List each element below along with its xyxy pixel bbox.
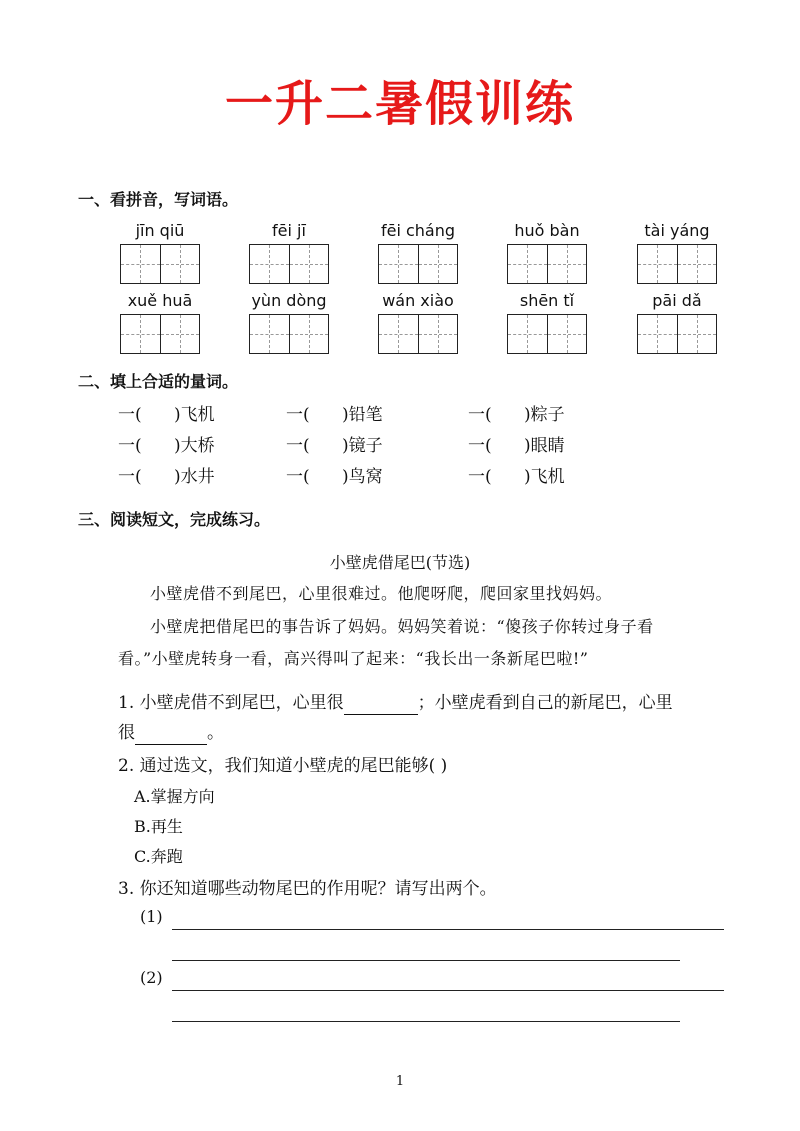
- answer-line[interactable]: [172, 1021, 680, 1022]
- pinyin-text: shēn tǐ: [519, 291, 575, 310]
- section-1-heading: 一、看拼音，写词语。: [78, 190, 239, 209]
- answer-label: (2): [140, 968, 163, 987]
- question-3: 3. 你还知道哪些动物尾巴的作用呢？请写出两个。: [118, 879, 497, 899]
- measure-word-item[interactable]: 一( )水井: [118, 467, 215, 487]
- pinyin-item: [378, 291, 458, 354]
- passage-paragraph: 看。”小壁虎转身一看，高兴得叫了起来：“我长出一条新尾巴啦!”: [118, 649, 589, 668]
- writing-grid[interactable]: [120, 314, 200, 354]
- pinyin-item: [507, 291, 587, 354]
- question-1-text: 1. 小壁虎借不到尾巴，心里很: [118, 693, 344, 713]
- answer-line[interactable]: [172, 929, 724, 930]
- pinyin-text: pāi dǎ: [652, 291, 702, 310]
- writing-grid[interactable]: [120, 244, 200, 284]
- writing-grid[interactable]: [637, 244, 717, 284]
- pinyin-item: [637, 221, 717, 284]
- pinyin-item: [249, 221, 329, 284]
- writing-grid[interactable]: [249, 244, 329, 284]
- answer-blank[interactable]: [344, 692, 418, 715]
- pinyin-text: tài yáng: [644, 221, 710, 240]
- page-title: 一升二暑假训练: [224, 76, 575, 132]
- question-1-text: 。: [207, 723, 224, 743]
- writing-grid[interactable]: [637, 314, 717, 354]
- pinyin-text: jīn qiū: [135, 221, 185, 240]
- option-a[interactable]: A.掌握方向: [134, 787, 215, 806]
- measure-word-item[interactable]: 一( )镜子: [286, 436, 383, 456]
- passage-paragraph: 小壁虎借不到尾巴，心里很难过。他爬呀爬，爬回家里找妈妈。: [150, 584, 613, 603]
- pinyin-text: fēi jī: [272, 221, 306, 240]
- answer-line[interactable]: [172, 960, 680, 961]
- measure-word-item[interactable]: 一( )眼睛: [468, 436, 565, 456]
- measure-word-item[interactable]: 一( )鸟窝: [286, 467, 383, 487]
- question-1-text: 很: [118, 723, 135, 743]
- measure-word-item[interactable]: 一( )铅笔: [286, 405, 383, 425]
- pinyin-item: [637, 291, 717, 354]
- question-1: [118, 692, 728, 715]
- section-2-heading: 二、填上合适的量词。: [78, 372, 239, 391]
- pinyin-text: yùn dòng: [251, 291, 327, 310]
- pinyin-item: [378, 221, 458, 284]
- passage-paragraph: 小壁虎把借尾巴的事告诉了妈妈。妈妈笑着说：“傻孩子你转过身子看: [150, 617, 654, 636]
- pinyin-text: fēi cháng: [380, 221, 456, 240]
- question-1-text: ；小壁虎看到自己的新尾巴，心里: [417, 693, 673, 713]
- writing-grid[interactable]: [378, 244, 458, 284]
- measure-word-item[interactable]: 一( )大桥: [118, 436, 215, 456]
- writing-grid[interactable]: [507, 314, 587, 354]
- page-number: 1: [395, 1074, 405, 1089]
- pinyin-text: xuě huā: [127, 291, 193, 310]
- measure-word-item[interactable]: 一( )飞机: [118, 405, 215, 425]
- pinyin-item: [249, 291, 329, 354]
- pinyin-text: wán xiào: [382, 291, 454, 310]
- pinyin-item: [507, 221, 587, 284]
- writing-grid[interactable]: [378, 314, 458, 354]
- question-2: 2. 通过选文，我们知道小壁虎的尾巴能够( ): [118, 756, 448, 776]
- section-3-heading: 三、阅读短文，完成练习。: [78, 510, 271, 529]
- pinyin-text: huǒ bàn: [514, 221, 580, 240]
- writing-grid[interactable]: [507, 244, 587, 284]
- writing-grid[interactable]: [249, 314, 329, 354]
- pinyin-item: [120, 291, 200, 354]
- answer-line[interactable]: [172, 990, 724, 991]
- option-c[interactable]: C.奔跑: [134, 847, 183, 866]
- measure-word-item[interactable]: 一( )粽子: [468, 405, 565, 425]
- passage-title: 小壁虎借尾巴(节选): [329, 553, 471, 572]
- measure-word-item[interactable]: 一( )飞机: [468, 467, 565, 487]
- option-b[interactable]: B.再生: [134, 817, 183, 836]
- question-1-continued: [118, 722, 224, 745]
- answer-label: (1): [140, 907, 163, 926]
- answer-blank[interactable]: [135, 722, 207, 745]
- pinyin-item: [120, 221, 200, 284]
